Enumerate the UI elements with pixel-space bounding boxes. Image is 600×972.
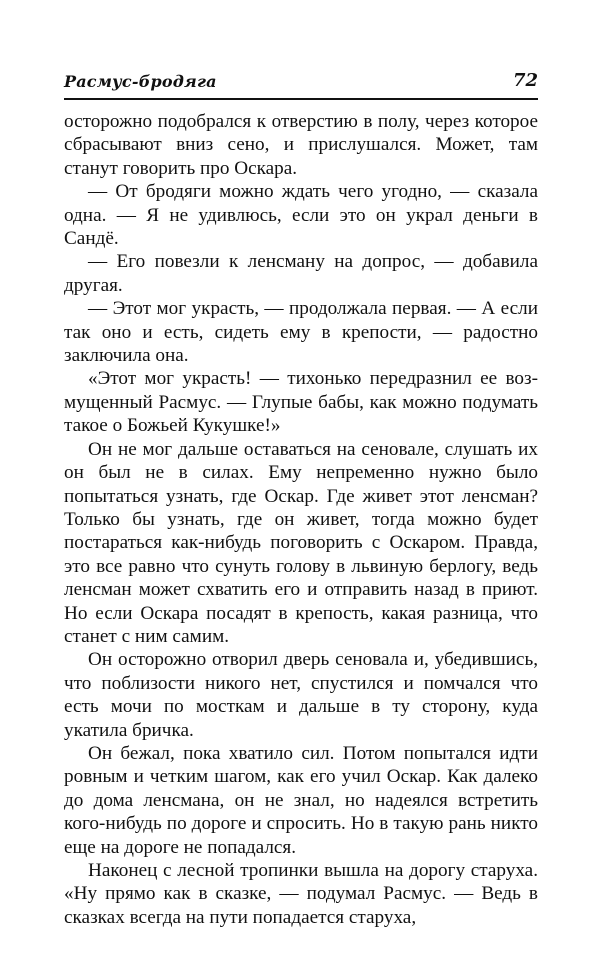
page-number: 72 [512, 70, 538, 91]
paragraph: Наконец с лесной тропинки вышла на дорогу старуха. «Ну прямо как в сказке, — подумал Расмус. — Ведь в сказках всегда на пути попадается старуха, [64, 860, 538, 928]
paragraph: — Этот мог украсть, — продолжала первая. — А если так оно и есть, сидеть ему в крепости, — радостно заключила она. [64, 298, 538, 367]
paragraph: «Этот мог украсть! — тихонько передразнил ее возмущенный Расмус. — Глупые бабы, как можно подумать такое о Божьей Кукушке!» [64, 368, 538, 437]
paragraph: Он осторожно отворил дверь сеновала и, убедившись, что поблизости никого нет, спустился и помчался что есть мочи по мосткам и дальше в ту сторону, куда укатила бричка. [64, 649, 538, 741]
paragraph: осторожно подобрался к отверстию в полу, через которое сбрасывают вниз сено, и прислушался. Может, там станут говорить про Оскара. [64, 111, 538, 179]
paragraph: — От бродяги можно ждать чего угодно, — сказала одна. — Я не удивлюсь, если это он украл деньги в Сандё. [64, 181, 538, 250]
paragraph: — Его повезли к ленсману на допрос, — добавила другая. [64, 251, 538, 296]
header-rule [64, 98, 538, 100]
running-header [64, 70, 538, 96]
book-title: Расмус-бродяга [64, 72, 217, 91]
body-text [64, 110, 538, 929]
paragraph: Он бежал, пока хватило сил. Потом попытался идти ровным и четким шагом, как его учил Оскар. Как далеко до дома ленсмана, он не знал, но надеялся встретить кого-нибудь по дороге и спросить. Но в такую рань никто еще на дороге не попадался. [64, 742, 538, 858]
paragraph: Он не мог дальше оставаться на сеновале, слушать их он был не в силах. Ему непременно нужно было попытаться узнать, где Оскар. Где живет этот ленсман? Только бы узнать, где он живет, тогда можно будет постараться как-нибудь поговорить с Оскаром. Правда, это все равно что сунуть голову в львиную берлогу, ведь ленсман может схватить его и отправить назад в приют. Но если Оскара посадят в крепость, какая разница, что станет с ним самим. [64, 438, 538, 647]
